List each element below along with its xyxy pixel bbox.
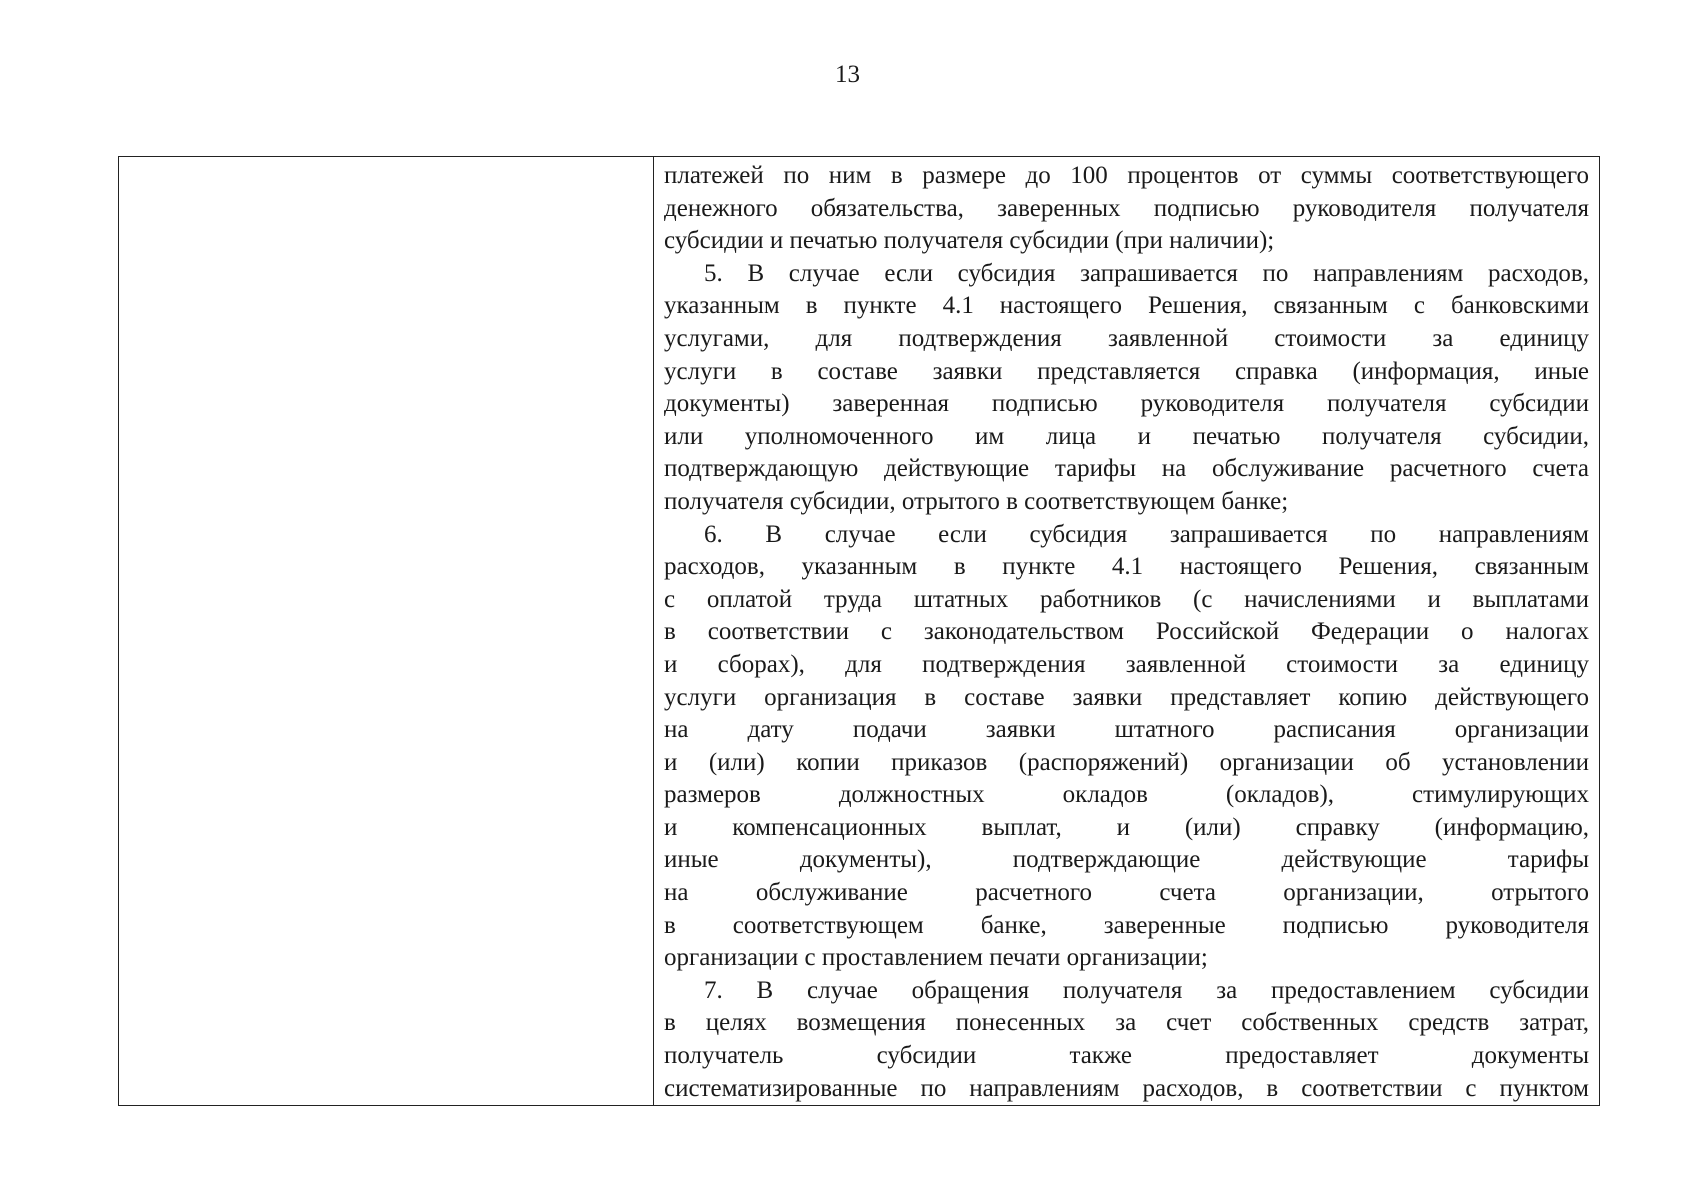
text-line: в соответствующем банке, заверенные подписью руководителя [664,911,1589,939]
text-line: услуги организация в составе заявки представляет копию действующего [664,683,1589,711]
text-line: и (или) копии приказов (распоряжений) организации об установлении [664,748,1589,776]
text-line: на обслуживание расчетного счета организации, отрытого [664,879,1589,907]
text-line: на дату подачи заявки штатного расписания организации [664,716,1589,744]
document-table [118,156,1600,1106]
text-line: услуги в составе заявки представляется справка (информация, иные [664,357,1589,385]
text-line: платежей по ним в размере до 100 процентов от суммы соответствующего [664,162,1589,189]
text-line: и сборах), для подтверждения заявленной стоимости за единицу [664,650,1589,678]
text-line: организации с проставлением печати организации; [664,944,1208,972]
text-line: услугами, для подтверждения заявленной стоимости за единицу [664,324,1589,352]
text-line: денежного обязательства, заверенных подписью руководителя получателя [664,194,1589,222]
text-line: получателя субсидии, отрытого в соответствующем банке; [664,487,1289,515]
text-line: документы) заверенная подписью руководителя получателя субсидии [664,390,1589,418]
text-line: систематизированные по направлениям расходов, в соответствии с пунктом [664,1074,1589,1102]
text-line: расходов, указанным в пункте 4.1 настоящего Решения, связанным [664,553,1589,581]
text-line: 6. В случае если субсидия запрашивается по направлениям [704,520,1589,548]
text-line: указанным в пункте 4.1 настоящего Решения, связанным с банковскими [664,292,1589,320]
text-line: в соответствии с законодательством Российской Федерации о налогах [664,618,1589,646]
table-right-cell [654,157,1599,1105]
text-line: иные документы), подтверждающие действующие тарифы [664,846,1589,874]
text-line: или уполномоченного им лица и печатью получателя субсидии, [664,422,1589,450]
text-line: и компенсационных выплат, и (или) справку (информацию, [664,813,1589,841]
text-line: размеров должностных окладов (окладов), стимулирующих [664,781,1589,809]
text-line: в целях возмещения понесенных за счет собственных средств затрат, [664,1009,1589,1037]
table-left-cell [119,157,654,1105]
text-line: получатель субсидии также предоставляет документы [664,1042,1589,1070]
page-number: 13 [835,61,860,88]
text-line: подтверждающую действующие тарифы на обслуживание расчетного счета [664,455,1589,483]
text-line: 7. В случае обращения получателя за предоставлением субсидии [704,976,1589,1004]
text-line: с оплатой труда штатных работников (с начислениями и выплатами [664,585,1589,613]
text-line: субсидии и печатью получателя субсидии (при наличии); [664,227,1275,255]
text-line: 5. В случае если субсидия запрашивается по направлениям расходов, [704,259,1589,287]
